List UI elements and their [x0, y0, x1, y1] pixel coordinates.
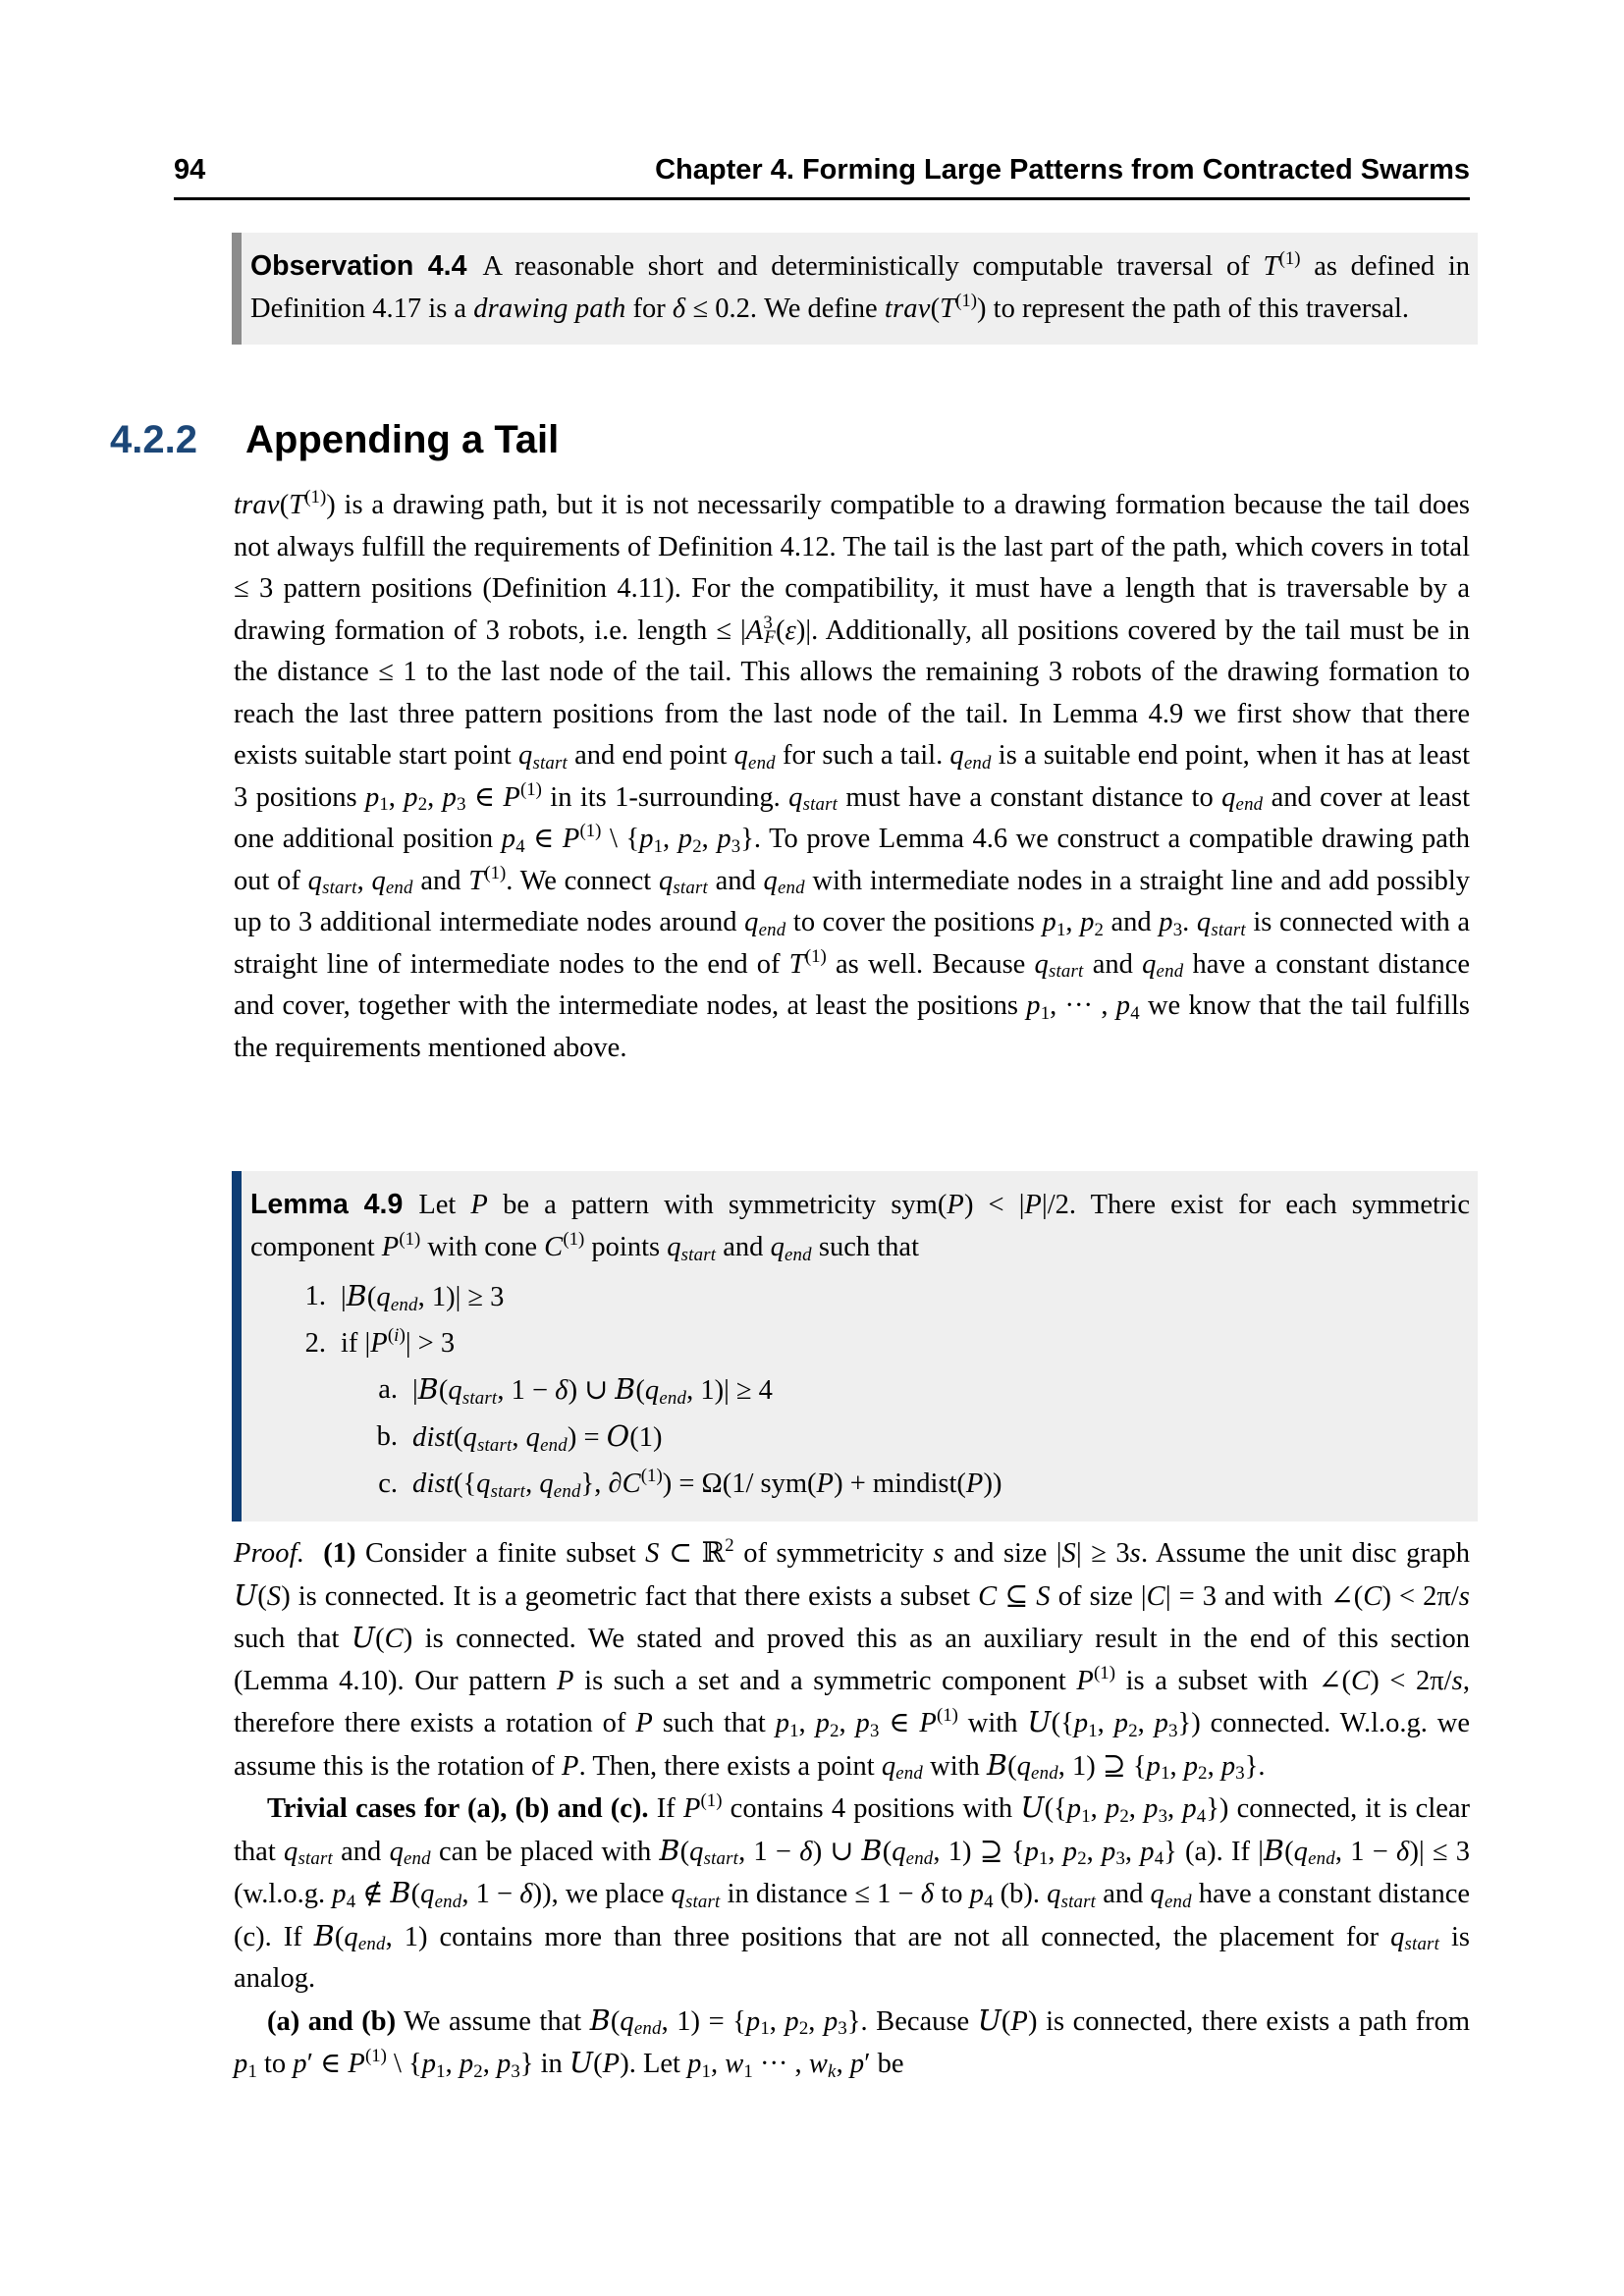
lemma-item-2b-number: b. — [376, 1421, 398, 1452]
page-header — [174, 153, 1470, 200]
lemma-item-2 — [250, 1320, 1470, 1366]
lemma-intro: Let P be a pattern with symmetricity sym(P) < |P|/2. There exist for each symmetric component $P^{(1)}$ with cone $C^{(1)}$ points $q_{start}$ and $q_{end}$ such that — [250, 1190, 1470, 1265]
observation-box — [232, 233, 1478, 345]
observation-label: Observation 4.4 — [250, 250, 467, 282]
lemma-item-1-formula: $|B(q_{end}$, 1)| ≥ 3 — [341, 1280, 505, 1315]
lemma-label: Lemma 4.9 — [250, 1189, 404, 1220]
lemma-item-2a — [250, 1366, 1470, 1414]
lemma-item-2b — [250, 1414, 1470, 1461]
lemma-item-1-number: 1. — [304, 1281, 326, 1311]
section-title: Appending a Tail — [245, 418, 560, 461]
lemma-intro-text — [250, 1184, 1470, 1268]
lemma-item-2-formula: if $|P^{(i)}| > 3$ — [341, 1325, 456, 1359]
proof-paragraph-1: Proof. (1) Consider a finite subset S ⊂ ℝ$^2$ of symmetricity s and size |S| ≥ 3s. Assume the unit disc graph U(S) is connected. It is a geometric fact that there exists a subset C ⊆ S of size |C| = 3 and with ∠(C) < 2π/s such that U(C) is connected. We stated and proved this as an auxiliary result in the end of this section (Lemma 4.10). Our pattern P is such a set and a symmetric component $P^{(1)}$ is a subset with ∠(C) < 2π/s, therefore there exists a rotation of P such that $p_1$, $p_2$, $p_3$ ∈ $P^{(1)}$ with $U(\{p_1$, $p_2$, $p_3$}) connected. W.l.o.g. we assume this is the rotation of P. Then, there exists a point $q_{end}$ with $B(q_{end}$, 1) ⊇ {$p_1$, $p_2$, $p_3$}. — [234, 1535, 1471, 1784]
proof-section — [234, 1533, 1470, 2086]
lemma-item-2-number: 2. — [304, 1328, 326, 1359]
lemma-item-2c-number: c. — [378, 1468, 398, 1499]
lemma-item-2c — [250, 1461, 1470, 1507]
proof-paragraph-2: Trivial cases for (a), (b) and (c). If $P^{(1)}$ contains 4 positions with $U(\{p_1$, $p_2$, $p_3$, $p_4$}) connected, it is clear that $q_{start}$ and $q_{end}$ can be placed with $B(q_{start}$, 1 − δ) ∪ $B(q_{end}$, 1) ⊇ {$p_1$, $p_2$, $p_3$, $p_4$} (a). If $|B(q_{end}$, 1 − δ)| ≤ 3 (w.l.o.g. $p_4$ ∉ $B(q_{end}$, 1 − δ)), we place $q_{start}$ in distance ≤ 1 − δ to $p_4$ (b). $q_{start}$ and $q_{end}$ have a constant distance (c). If $B(q_{end}$, 1) contains more than three positions that are not all connected, the placement for $q_{start}$ is analog. — [234, 1790, 1471, 1994]
lemma-item-2c-formula: $dist(\{q_{start}$, $q_{end}$}, $\partial C^{(1)}) = \Omega(1/$ sym(P) + mindist(P)) — [412, 1466, 1002, 1502]
observation-body: A reasonable short and deterministically computable traversal of $T^{(1)}$ as defined in Definition 4.17 is a drawing path for δ ≤ 0.2. We define $trav(T^{(1)})$ to represent the path of this traversal. — [250, 248, 1470, 324]
lemma-item-1 — [250, 1273, 1470, 1320]
observation-text — [250, 245, 1470, 330]
lemma-item-2a-number: a. — [378, 1374, 398, 1405]
intro-paragraph: $trav(T^{(1)})$ is a drawing path, but it is not necessarily compatible to a drawing formation because the tail does not always fulfill the requirements of Definition 4.12. The tail is the last part of the path, which covers in total ≤ 3 pattern positions (Definition 4.11). For the compatibility, it must have a length that is traversable by a drawing formation of 3 robots, i.e. length ≤ $|A^3_F(\varepsilon)|$. Additionally, all positions covered by the tail must be in the distance ≤ 1 to the last node of the tail. This allows the remaining 3 robots of the drawing formation to reach the last three pattern positions from the last node of the tail. In Lemma 4.9 we first show that there exists suitable start point $q_{start}$ and end point $q_{end}$ for such a tail. $q_{end}$ is a suitable end point, when it has at least 3 positions $p_1$, $p_2$, $p_3$ ∈ $P^{(1)}$ in its 1-surrounding. $q_{start}$ must have a constant distance to $q_{end}$ and cover at least one additional position $p_4$ ∈ $P^{(1)}$ \ {$p_1$, $p_2$, $p_3$}. To prove Lemma 4.6 we construct a compatible drawing path out of $q_{start}$, $q_{end}$ and $T^{(1)}$. We connect $q_{start}$ and $q_{end}$ with intermediate nodes in a straight line and add possibly up to 3 additional intermediate nodes around $q_{end}$ to cover the positions $p_1$, $p_2$ and $p_3$. $q_{start}$ is connected with a straight line of intermediate nodes to the end of $T^{(1)}$ as well. Because $q_{start}$ and $q_{end}$ have a constant distance and cover, together with the intermediate nodes, at least the positions $p_1$, ··· , $p_4$ we know that the tail fulfills the requirements mentioned above. — [234, 487, 1471, 1063]
proof-paragraph-3: (a) and (b) We assume that $B(q_{end}$, $1) = \{p_1$, $p_2$, $p_3$}. Because U(P) is connected, there exists a path from $p_1$ to p′ ∈ $P^{(1)}$ \ {$p_1$, $p_2$, $p_3$} in U(P). Let $p_1$, $w_1$ ··· , $w_k$, p′ be — [234, 2003, 1471, 2082]
chapter-title: Chapter 4. Forming Large Patterns from Contracted Swarms — [655, 154, 1470, 186]
section-number: 4.2.2 — [110, 418, 197, 461]
lemma-list — [250, 1273, 1470, 1507]
section-heading — [110, 418, 559, 461]
lemma-item-2b-formula: $dist(q_{start}$, $q_{end}) = O(1)$ — [412, 1420, 663, 1456]
lemma-item-2a-formula: $|B(q_{start}$, 1 − δ) ∪ $B(q_{end}$, 1)| ≥ 4 — [412, 1373, 773, 1409]
page-number: 94 — [174, 154, 206, 186]
lemma-box — [232, 1171, 1478, 1522]
